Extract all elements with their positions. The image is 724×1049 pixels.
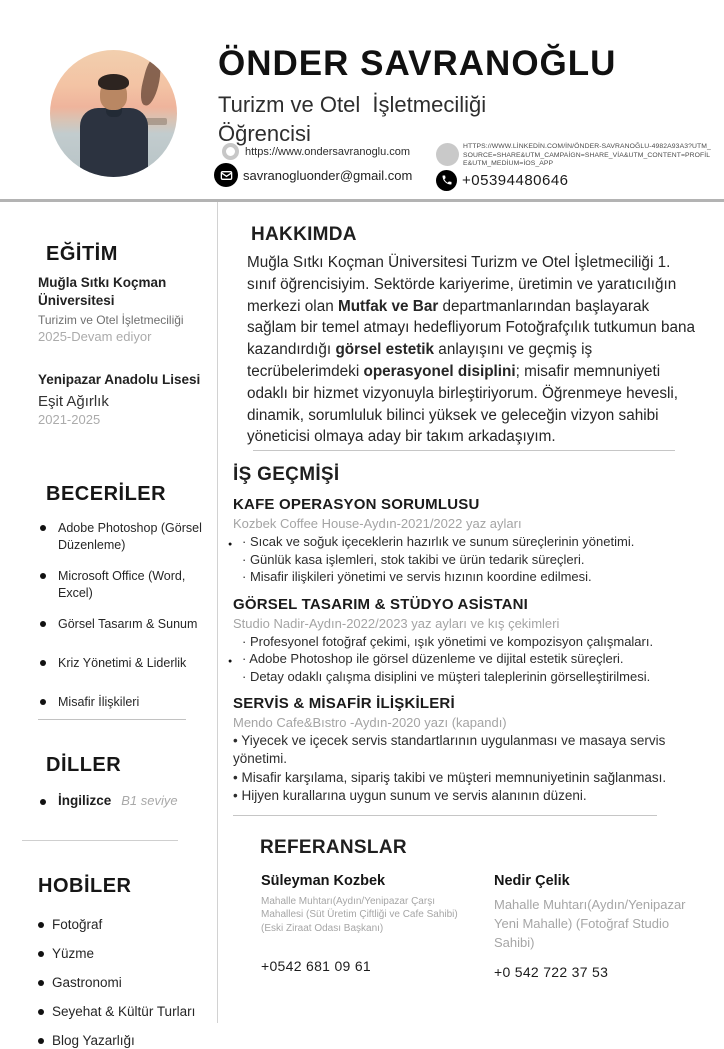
linkedin-row [436,143,716,169]
phone-handset-icon [436,170,457,191]
hobby-item [38,1032,203,1049]
hobbies-list [38,916,203,1049]
skill-label: Misafir İlişkileri [58,695,140,709]
website-link[interactable]: https://www.ondersavranoglu.com [245,145,411,158]
about-heading: HAKKIMDA [251,224,357,245]
education-period: 2021-2025 [38,412,101,427]
education-field: Turizim ve Otel İşletmeciliği [38,313,184,327]
language-name: İngilizce [58,793,112,808]
bullet-dot-icon [40,573,46,579]
person-title-line1: Turizm ve Otel İşletmeciliği [218,92,487,117]
skills-heading: BECERİLER [46,483,167,505]
job-bullet: · Detay odaklı çalışma disiplini ve müşteri taleplerinin görselleştirilmesi. [242,668,651,684]
job-bullets [233,732,675,805]
about-underline [253,450,675,451]
job-bullet: · Günlük kasa işlemleri, stok takibi ve ürün tedarik süreçleri. [242,551,585,567]
phone-row [436,170,716,191]
job-title: GÖRSEL TASARIM & STÜDYO ASİSTANI [233,595,529,613]
skill-label: Adobe Photoshop (Görsel Düzenleme) [58,521,202,552]
languages-heading: DİLLER [46,754,122,776]
photo-person-hair [98,74,129,90]
bullet-dot-icon [40,525,46,531]
job-bullet: • Misafir karşılama, sipariş takibi ve müşteri memnuniyetinin sağlanması. [233,769,667,785]
skill-label: Kriz Yönetimi & Liderlik [58,656,187,670]
photo-person-body [80,108,148,177]
hobby-item [38,1003,203,1020]
bullet-dot-icon [40,660,46,666]
education-heading: EĞİTİM [46,243,118,265]
phone-number: +05394480646 [462,171,569,189]
reference-description: Mahalle Muhtarı(Aydın/Yenipazar Çarşı Mahallesi (Süt Üretim Çiftliği ve Cafe Sahibi)(Eski Ziraat Odası Başkanı) [261,895,458,934]
hobby-item [38,974,203,991]
bullet-dot-icon [40,799,46,805]
education-entry [38,371,203,427]
bullet-dot-icon [38,1009,44,1015]
cv-header [0,0,724,200]
job-bullet: · Profesyonel fotoğraf çekimi, ışık yönetimi ve kompozisyon çalışmaları. [242,633,654,649]
hobby-label: Blog Yazarlığı [52,1033,135,1048]
job-title: SERVİS & MİSAFİR İLİŞKİLERİ [233,695,455,713]
hobby-item [38,945,203,962]
job-meta: Studio Nadir-Aydın-2022/2023 yaz ayları ve kış çekimleri [233,615,560,631]
education-field: Eşit Ağırlık [38,393,109,410]
job-bullets [233,533,675,586]
bullet-dot-icon [38,922,44,928]
reference-name: Nedir Çelik [494,872,570,889]
job-title: KAFE OPERASYON SORUMLUSU [233,496,480,514]
experience-underline [233,815,657,816]
sidebar [0,202,218,1048]
education-period: 2025-Devam ediyor [38,329,152,344]
references-heading: REFERANSLAR [260,836,407,858]
bullet-dot-icon [38,1038,44,1044]
skill-item [38,568,203,602]
skill-item [38,520,203,554]
reference-name: Süleyman Kozbek [261,872,386,889]
job-bullet: · Misafir ilişkileri yönetimi ve servis hızının koordine edilmesi. [242,569,592,585]
website-row [214,143,436,160]
bullet-dot-icon [38,980,44,986]
job-bullet: ● · Adobe Photoshop ile görsel düzenleme ve dijital estetik süreçleri. [233,650,675,668]
reference-card [261,873,464,980]
globe-ring-icon [222,143,239,160]
education-entry [38,274,203,344]
reference-phone: +0542 681 09 61 [261,958,371,975]
about-paragraph: Muğla Sıtkı Koçman Üniversitesi Turizm ve Otel İşletmeciliği 1. sınıf öğrencisiyim. Sektörde kariyerime, üretimin ve yaratıcılığın merkezi olan Mutfak ve Bar departmanlarından başlayarak sağlam bir temel atmayı hedefliyorum Fotoğrafçılık tutkumun bana kazandırdığı görsel estetik anlayışını ve geçmiş iş tecrübelerimdeki operasyonel disiplini; misafir memnuniyeti odaklı bir hizmet vizyonuyla birleştiriyorum. Öğrenmeye hevesli, dinamik, sorumluluk bilinci yüksek ve geleceğin vizyon sahibi yöneticisi olmaya aday bir takım arkadaşıyım. [247,254,696,446]
job-entry [233,496,699,586]
skill-item [38,655,203,672]
job-bullet: • Hijyen kurallarına uygun sunum ve servis alanının düzeni. [233,787,587,803]
photo-palm-detail [137,57,164,107]
email-link[interactable]: savranogluonder@gmail.com [243,167,413,183]
job-entry [233,695,699,805]
bullet-dot-icon [38,951,44,957]
job-meta: Kozbek Coffee House-Aydın-2021/2022 yaz ayları [233,516,522,532]
job-bullet: ● · Sıcak ve soğuk içeceklerin hazırlık ve sunum süreçlerinin yönetimi. [233,533,675,551]
contact-block [214,143,720,194]
job-bullets [233,633,675,686]
person-title-line2: Öğrencisi [218,121,311,146]
hobby-label: Yüzme [52,946,95,961]
education-school: Yenipazar Anadolu Lisesi [38,372,201,387]
skills-underline [38,719,186,720]
linkedin-circle-icon [436,143,459,166]
bullet-dot-icon [40,621,46,627]
skill-item [38,616,203,633]
profile-photo [50,50,177,177]
reference-card [494,873,697,980]
sidebar-divider [22,840,178,841]
hobby-label: Gastronomi [52,975,122,990]
person-title [218,90,718,148]
hobby-item [38,916,203,933]
skill-label: Microsoft Office (Word, Excel) [58,569,186,600]
job-meta: Mendo Cafe&Bıstro -Aydın-2020 yazı (kapandı) [233,715,507,731]
email-row [214,163,436,187]
hobbies-heading: HOBİLER [38,875,132,897]
job-bullet: • Yiyecek ve içecek servis standartlarının uygulanması ve masaya servis yönetimi. [233,733,666,767]
reference-description: Mahalle Muhtarı(Aydın/Yenipazar Yeni Mahalle) (Fotoğraf Studio Sahibi) [494,896,686,950]
envelope-icon [214,163,238,187]
language-level: B1 seviye [121,793,178,808]
reference-phone: +0 542 722 37 53 [494,963,609,980]
experience-heading: İŞ GEÇMİŞİ [233,464,340,486]
bullet-dot-icon [40,699,46,705]
skills-list [38,520,203,711]
linkedin-link[interactable]: HTTPS://WWW.LİNKEDİN.COM/İN/ÖNDER-SAVRANOĞLU-4982A93A3?UTM_SOURCE=SHARE&UTM_CAMPAİGN=SHARE_VİA&UTM_CONTENT=PROFİLE&UTM_MEDİUM=İOS_APP [463,143,711,167]
skill-item [38,694,203,711]
job-entry [233,596,699,686]
skill-label: Görsel Tasarım & Sunum [58,617,198,631]
person-name: ÖNDER SAVRANOĞLU [218,44,617,83]
main-column [218,202,724,1023]
references-row [261,873,699,980]
hobby-label: Fotoğraf [52,917,103,932]
education-school: Muğla Sıtkı Koçman Üniversitesi [38,275,167,308]
language-item [38,793,203,808]
hobby-label: Seyehat & Kültür Turları [52,1004,196,1019]
